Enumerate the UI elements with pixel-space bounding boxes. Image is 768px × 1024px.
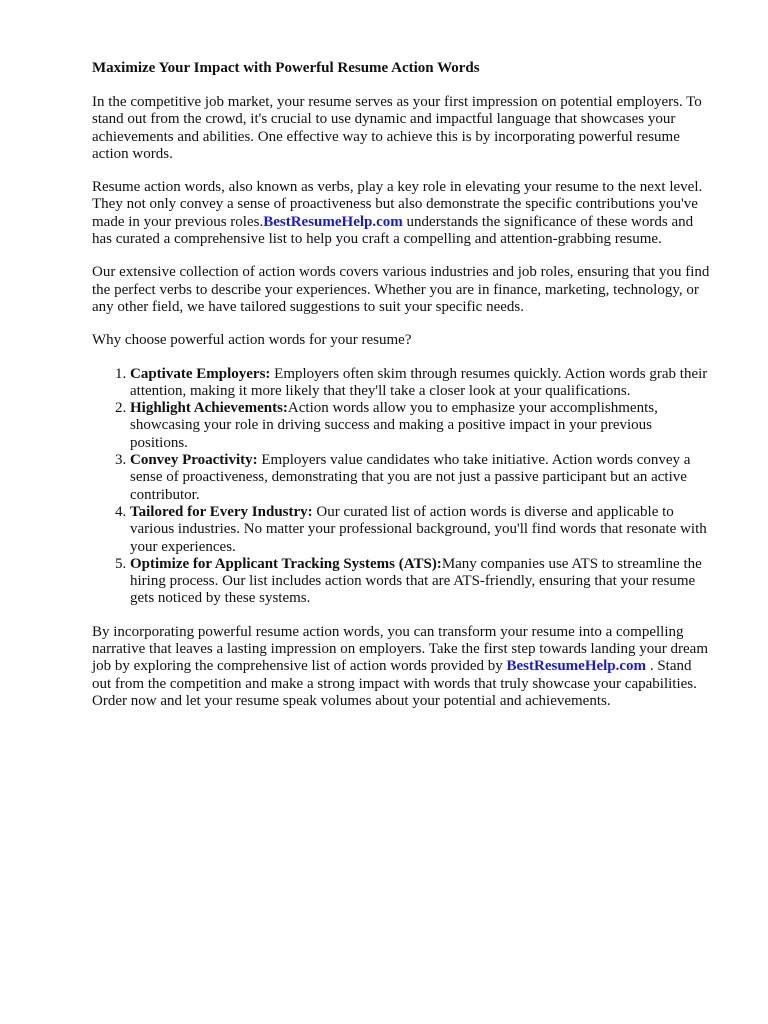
closing-paragraph — [92, 624, 710, 710]
bestresumehelp-link[interactable]: BestResumeHelp.com — [506, 658, 647, 675]
list-item-heading: Highlight Achievements: — [130, 400, 288, 417]
list-item — [130, 504, 710, 556]
list-item-heading: Convey Proactivity: — [130, 452, 258, 469]
page-title: Maximize Your Impact with Powerful Resume Action Words — [92, 60, 480, 76]
list-item-text: Our curated list of action words is diverse and applicable to various industries. No matter your professional background, you'll find words that resonate with your experiences. — [130, 503, 707, 555]
bestresumehelp-link[interactable]: BestResumeHelp.com — [263, 213, 403, 230]
list-item-heading: Optimize for Applicant Tracking Systems (ATS): — [130, 555, 442, 572]
closing-paragraph-text-after: . Stand out from the competition and make a strong impact with words that truly showcase your capabilities. Order now and let your resume speak volumes about your potential and achievements. — [92, 658, 697, 709]
collection-paragraph: Our extensive collection of action words covers various industries and job roles, ensuring that you find the perfect verbs to describe your experiences. Whether you are in finance, marketing, technology, or any other field, we have tailored suggestions to suit your specific needs. — [92, 264, 710, 315]
list-item-text: Action words allow you to emphasize your accomplishments, showcasing your role in driving success and making a positive impact in your previous positions. — [130, 400, 658, 451]
list-item — [130, 452, 710, 504]
intro-paragraph: In the competitive job market, your resume serves as your first impression on potential employers. To stand out from the crowd, it's crucial to use dynamic and impactful language that showcases your achievements and abilities. One effective way to achieve this is by incorporating powerful resume action words. — [92, 94, 702, 162]
list-item-text: Employers value candidates who take initiative. Action words convey a sense of proactiveness, demonstrating that you are not just a passive participant but an active contributor. — [130, 452, 691, 503]
closing-paragraph-text-before: By incorporating powerful resume action words, you can transform your resume into a compelling narrative that leaves a lasting impression on employers. Take the first step towards landing your dream job by exploring the comprehensive list of action words provided by — [92, 623, 709, 675]
list-item — [130, 366, 710, 401]
list-item-heading: Captivate Employers: — [130, 365, 271, 382]
list-item-text: Employers often skim through resumes quickly. Action words grab their attention, making it more likely that they'll take a closer look at your qualifications. — [130, 365, 708, 399]
list-item — [130, 556, 710, 608]
list-item — [130, 400, 710, 452]
question-paragraph: Why choose powerful action words for your resume? — [92, 332, 412, 349]
verbs-paragraph — [92, 179, 710, 248]
list-item-heading: Tailored for Every Industry: — [130, 503, 313, 520]
verbs-paragraph-text-before: Resume action words, also known as verbs, play a key role in elevating your resume to the next level. They not only convey a sense of proactiveness but also demonstrate the specific contributions you've made in your previous roles. — [92, 179, 703, 230]
list-item-text: Many companies use ATS to streamline the hiring process. Our list includes action words that are ATS-friendly, ensuring that your resume gets noticed by these systems. — [130, 555, 702, 607]
benefits-list — [92, 366, 710, 608]
verbs-paragraph-text-after: understands the significance of these words and has curated a comprehensive list to help you craft a compelling and attention-grabbing resume. — [92, 213, 694, 248]
